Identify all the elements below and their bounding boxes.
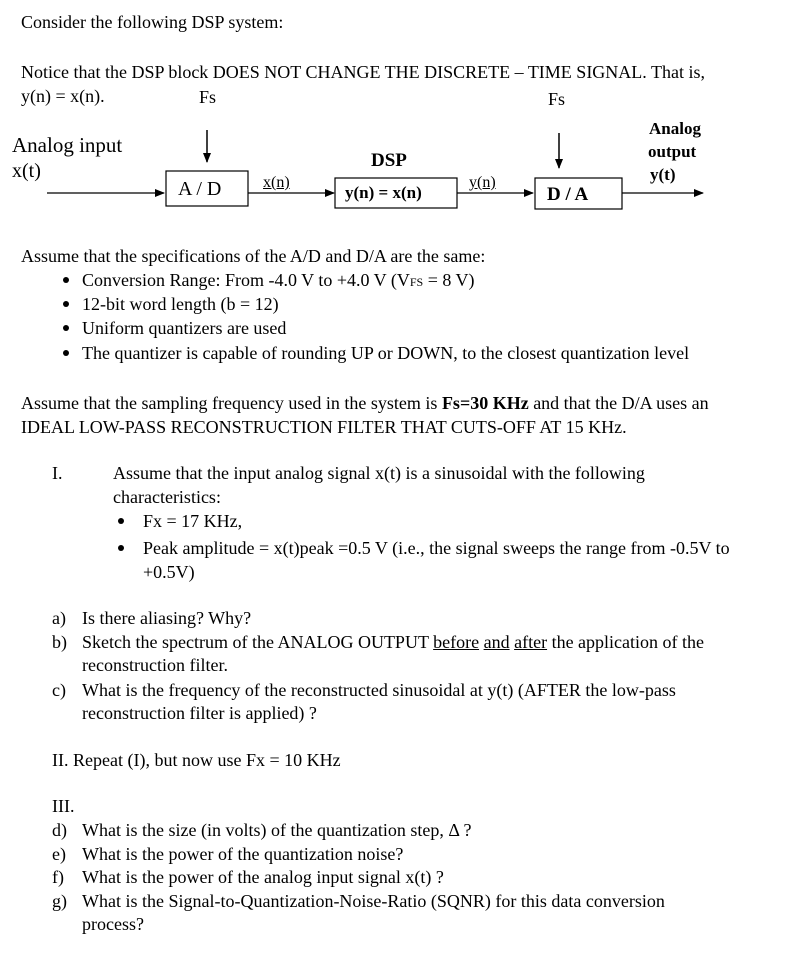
analog-input-label: Analog input [12,133,123,157]
ad-block-label: A / D [178,178,222,200]
question-a-marker: a) [52,608,66,628]
analog-input-signal: x(t) [12,160,41,182]
question-c-line-2: reconstruction filter is applied) ? [82,703,317,723]
dsp-title: DSP [371,150,407,171]
analog-output-line-1: Analog [649,119,701,138]
question-a-text: Is there aliasing? Why? [82,608,252,628]
notice-line-1: Notice that the DSP block DOES NOT CHANGE THE DISCRETE – TIME SIGNAL. That is, [21,62,705,82]
yn-label: y(n) [469,174,496,191]
intro-text: Consider the following DSP system: [21,12,284,32]
part-1-numeral: I. [52,463,63,483]
question-e-text: What is the power of the quantization noise? [82,844,404,864]
bullet-dot [118,545,124,551]
dsp-block-label: y(n) = x(n) [345,183,422,202]
specs-heading: Assume that the specifications of the A/D and D/A are the same: [21,246,486,266]
da-block-label: D / A [547,184,589,205]
part-1-line-2: characteristics: [113,487,221,507]
question-g-line-2: process? [82,914,144,934]
spec-conversion-range: Conversion Range: From -4.0 V to +4.0 V (VFS = 8 V) [82,270,475,290]
question-d-text: What is the size (in volts) of the quantization step, Δ ? [82,820,472,840]
spec-uniform-quantizers: Uniform quantizers are used [82,318,287,338]
question-c-marker: c) [52,680,66,700]
bullet-dot [63,277,69,283]
bullet-dot [63,325,69,331]
fs-right-label: Fs [548,89,566,109]
question-d-marker: d) [52,820,67,840]
spec-rounding: The quantizer is capable of rounding UP or DOWN, to the closest quantization level [82,343,690,363]
part-1-line-1: Assume that the input analog signal x(t) is a sinusoidal with the following [113,463,645,483]
question-f-marker: f) [52,867,64,887]
question-g-marker: g) [52,891,67,911]
question-b-line-2: reconstruction filter. [82,655,228,675]
analog-output-line-2: output [648,142,697,161]
part-3-numeral: III. [52,796,75,816]
question-b-line-1: Sketch the spectrum of the ANALOG OUTPUT before and after the application of the [82,632,705,652]
analog-output-signal: y(t) [650,165,676,184]
question-e-marker: e) [52,844,66,864]
question-g-line-1: What is the Signal-to-Quantization-Noise-Ratio (SQNR) for this data conversion [82,891,665,911]
sampling-line-2: IDEAL LOW-PASS RECONSTRUCTION FILTER THAT CUTS-OFF AT 15 KHz. [21,417,627,437]
question-f-text: What is the power of the analog input signal x(t) ? [82,867,444,887]
bullet-dot [63,301,69,307]
part-1-bullet-amplitude-2: +0.5V) [143,562,195,582]
part-1-bullet-amplitude-1: Peak amplitude = x(t)peak =0.5 V (i.e., the signal sweeps the range from -0.5V to [143,538,730,558]
fs-left-label: Fs [199,87,217,107]
sampling-line-1: Assume that the sampling frequency used in the system is Fs=30 KHz and that the D/A uses an [21,393,709,413]
part-2-text: II. Repeat (I), but now use Fx = 10 KHz [52,750,341,770]
notice-line-2: y(n) = x(n). [21,86,105,106]
question-b-marker: b) [52,632,67,652]
question-c-line-1: What is the frequency of the reconstructed sinusoidal at y(t) (AFTER the low-pass [82,680,676,700]
xn-label: x(n) [263,174,290,191]
bullet-dot [118,518,124,524]
part-1-bullet-fx: Fx = 17 KHz, [143,511,243,531]
bullet-dot [63,350,69,356]
spec-word-length: 12-bit word length (b = 12) [82,294,279,314]
